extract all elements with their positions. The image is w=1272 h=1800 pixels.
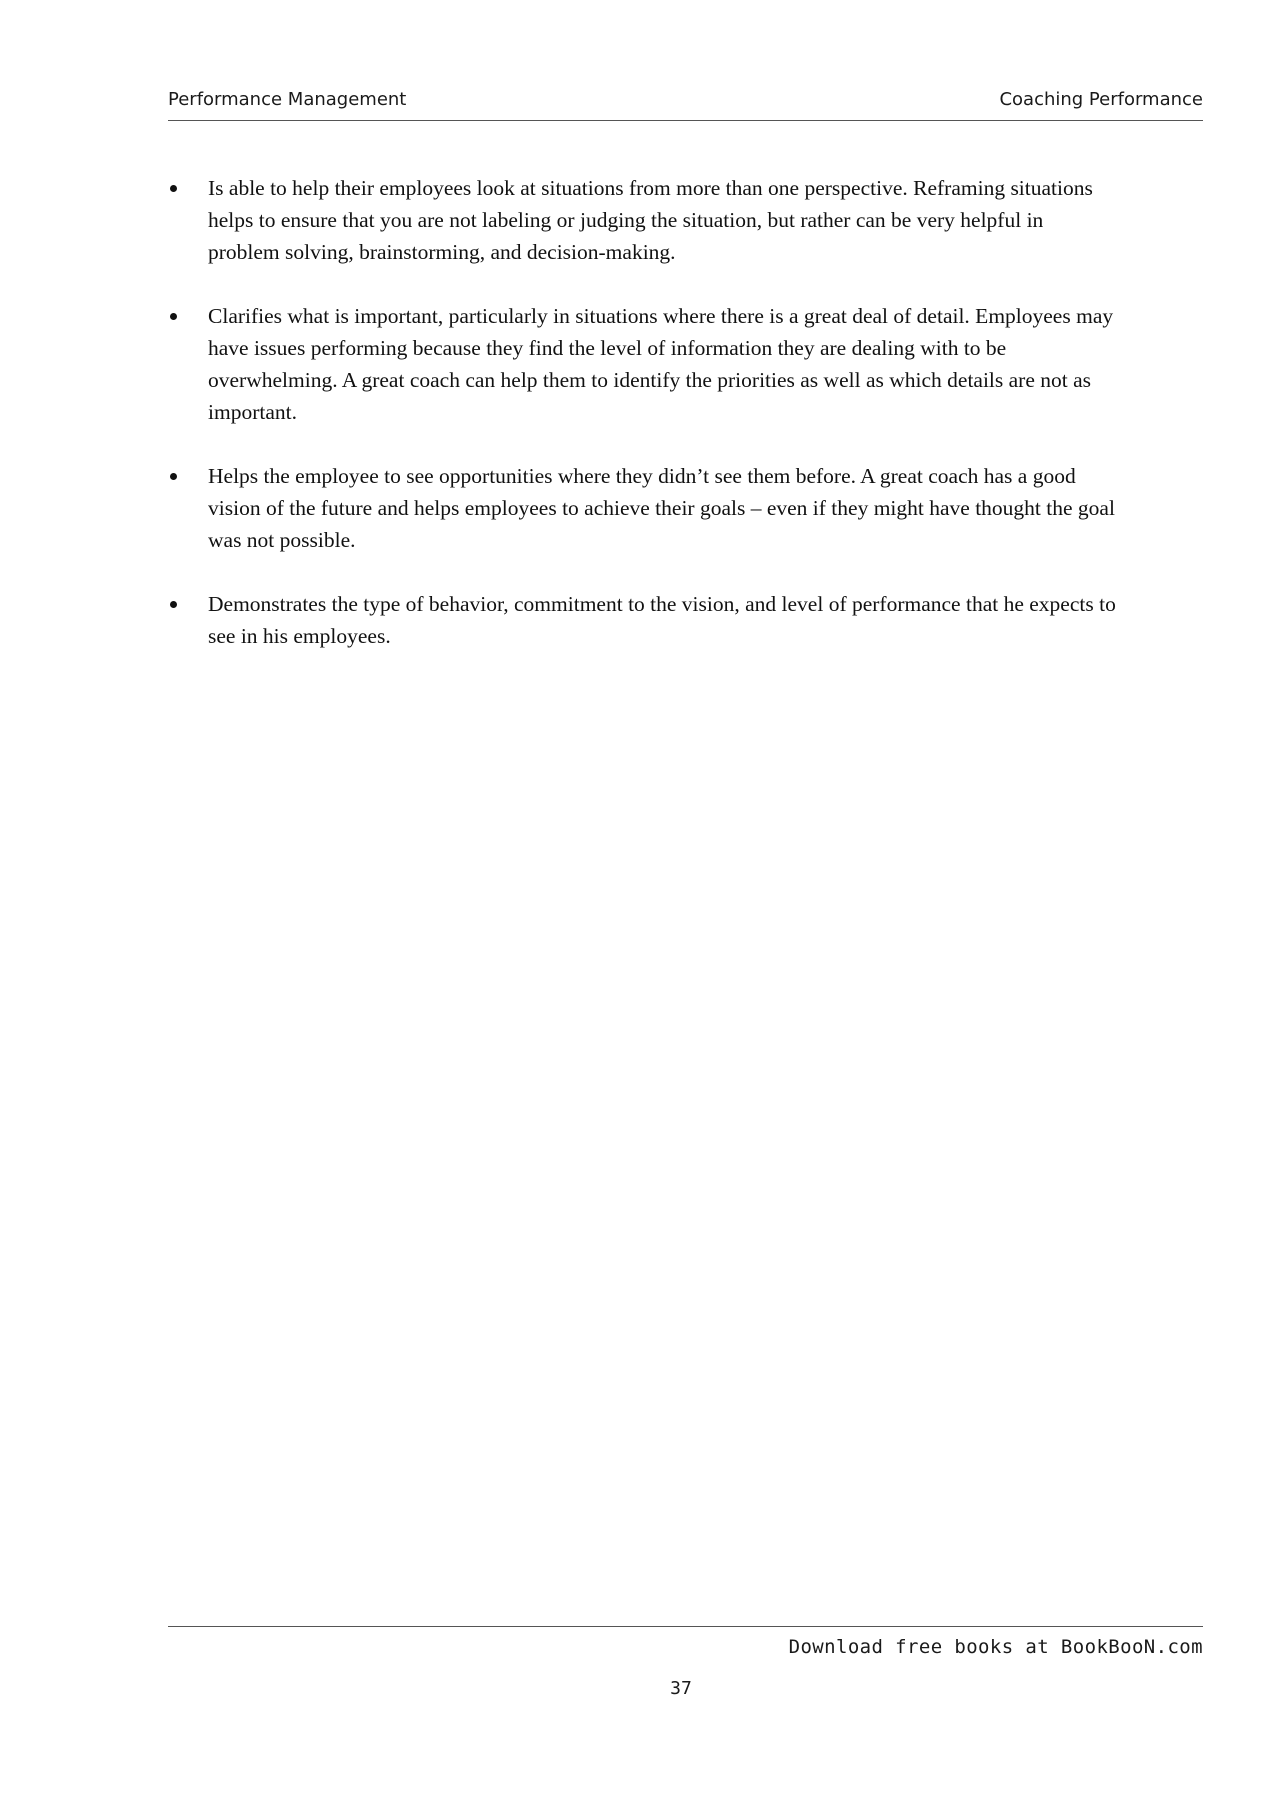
footer-download-link[interactable]: Download free books at BookBooN.com (788, 1636, 1203, 1658)
list-item (168, 460, 1118, 556)
header-book-title: Performance Management (168, 89, 407, 110)
list-item (168, 588, 1118, 652)
bullet-icon (170, 473, 177, 480)
page-number: 37 (670, 1678, 692, 1699)
list-item-text: Helps the employee to see opportunities where they didn’t see them before. A great coach has a good vision of the future and helps employees to achieve their goals – even if they might have thought the goal was not possible. (208, 464, 1115, 552)
footer-divider (168, 1626, 1203, 1627)
bullet-icon (170, 185, 177, 192)
list-item (168, 300, 1118, 428)
running-header (168, 86, 1203, 121)
bullet-list (168, 172, 1118, 652)
bullet-icon (170, 601, 177, 608)
page-body (168, 172, 1118, 684)
list-item (168, 172, 1118, 268)
header-chapter-title: Coaching Performance (999, 89, 1203, 110)
list-item-text: Clarifies what is important, particularly in situations where there is a great deal of detail. Employees may have issues performing because they find the level of information they are dealing with to be overwhelming. A great coach can help them to identify the priorities as well as which details are not as important. (208, 304, 1114, 424)
bullet-icon (170, 313, 177, 320)
list-item-text: Is able to help their employees look at situations from more than one perspective. Reframing situations helps to ensure that you are not labeling or judging the situation, but rather can be very helpful in problem solving, brainstorming, and decision-making. (208, 176, 1093, 264)
list-item-text: Demonstrates the type of behavior, commitment to the vision, and level of performance that he expects to see in his employees. (208, 592, 1116, 648)
